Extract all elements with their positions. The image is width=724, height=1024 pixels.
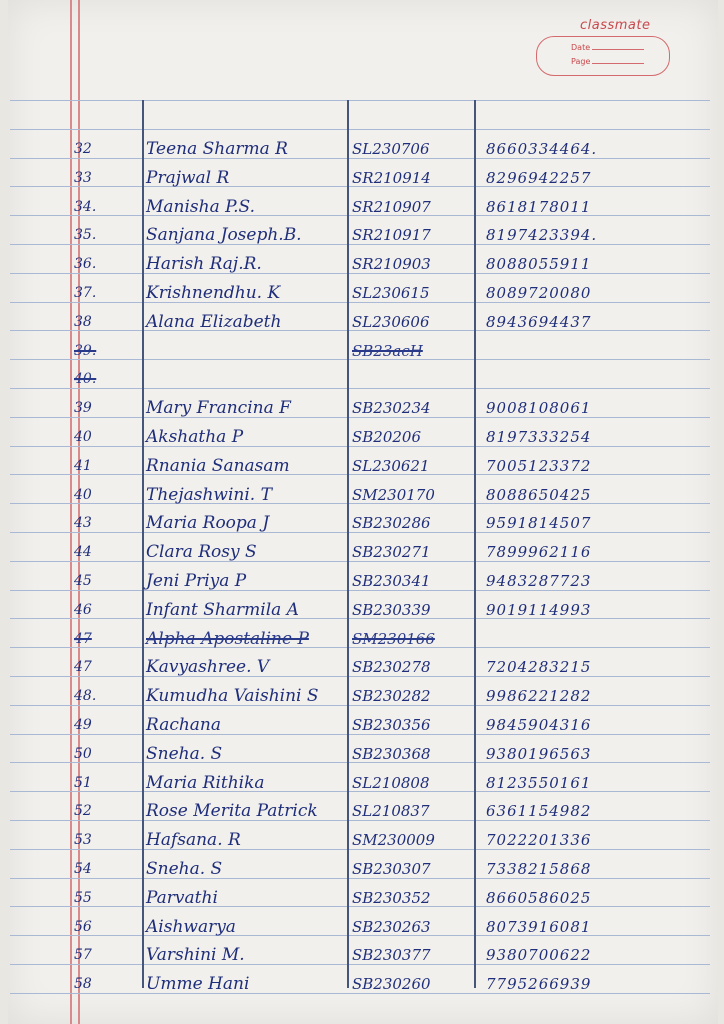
table-row — [10, 971, 710, 997]
student-name: Harish Raj.R. — [146, 254, 262, 275]
contact-number: 8123550161 — [486, 773, 592, 792]
register-number: SB230356 — [352, 716, 431, 734]
student-name: Varshini M. — [146, 945, 245, 966]
register-number: SB230352 — [352, 888, 431, 907]
serial-number: 49 — [74, 717, 92, 733]
contact-number: 8089720080 — [486, 284, 592, 302]
table-row — [10, 280, 710, 306]
table-row — [10, 395, 710, 421]
table-row — [10, 770, 710, 796]
serial-number: 37. — [74, 285, 97, 301]
register-number: SB23acH — [352, 341, 423, 360]
serial-number: 53 — [74, 832, 92, 849]
register-number: SL230606 — [352, 312, 430, 331]
date-label: Date — [571, 43, 591, 52]
serial-number: 47 — [74, 630, 92, 647]
register-number: SR210903 — [352, 255, 431, 274]
register-number: SL210837 — [352, 802, 430, 821]
serial-number: 56 — [74, 918, 92, 935]
serial-number: 41 — [74, 457, 92, 474]
table-row — [10, 741, 710, 767]
student-name: Sanjana Joseph.B. — [146, 225, 302, 246]
serial-number: 40 — [74, 429, 92, 445]
register-number: SM230170 — [352, 485, 435, 504]
serial-number: 45 — [74, 573, 92, 589]
student-name: Thejashwini. T — [146, 484, 272, 505]
serial-number: 39. — [74, 342, 97, 359]
contact-number: 8943694437 — [486, 312, 592, 331]
student-name: Clara Rosy S — [146, 542, 257, 563]
student-name: Rachana — [146, 715, 222, 735]
serial-number: 36. — [74, 256, 97, 273]
student-name: Hafsana. R — [146, 830, 241, 851]
student-name: Mary Francina F — [146, 398, 291, 419]
student-name: Sneha. S — [146, 743, 223, 764]
register-number: SB230282 — [352, 687, 431, 706]
student-name: Kavyashree. V — [146, 657, 270, 678]
contact-number: 8073916081 — [486, 917, 592, 936]
contact-number: 9483287723 — [486, 572, 592, 590]
contact-number: 9986221282 — [486, 687, 592, 706]
contact-number: 7795266939 — [486, 975, 592, 994]
contact-number: 9591814507 — [486, 514, 592, 533]
contact-number: 8197423394. — [486, 226, 598, 245]
register-number: SB230234 — [352, 399, 431, 418]
page-field — [571, 57, 644, 66]
table-row — [10, 597, 710, 623]
brand-box — [536, 36, 670, 76]
register-number: SB230339 — [352, 600, 431, 619]
contact-number: 8296942257 — [486, 168, 592, 187]
serial-number: 55 — [74, 889, 92, 906]
serial-number: 39 — [74, 400, 92, 417]
serial-number: 57 — [74, 947, 92, 964]
table-row — [10, 654, 710, 680]
register-number: SL230706 — [352, 140, 430, 158]
table-row — [10, 510, 710, 536]
serial-number: 51 — [74, 774, 92, 791]
contact-number: 8197333254 — [486, 428, 592, 446]
register-number: SM230166 — [352, 629, 435, 648]
register-number: SL230621 — [352, 456, 430, 475]
student-name: Prajwal R — [146, 167, 230, 188]
student-name: Maria Roopa J — [146, 513, 270, 534]
table-row — [10, 626, 710, 652]
serial-number: 34. — [74, 198, 97, 215]
table-row — [10, 453, 710, 479]
register-number: SB230260 — [352, 975, 431, 994]
table-row — [10, 914, 710, 940]
date-field — [571, 43, 644, 52]
register-number: SR210907 — [352, 197, 431, 216]
brand-name: classmate — [580, 18, 651, 33]
student-name: Manisha P.S. — [146, 196, 255, 217]
contact-number: 7338215868 — [486, 860, 592, 878]
table-row — [10, 798, 710, 824]
serial-number: 38 — [74, 313, 92, 330]
table-row — [10, 338, 710, 364]
serial-number: 47 — [74, 659, 92, 676]
contact-number: 9008108061 — [486, 399, 592, 418]
student-name: Sneha. S — [146, 859, 223, 879]
table-row — [10, 683, 710, 709]
student-name: Aishwarya — [146, 916, 236, 937]
contact-number: 7022201336 — [486, 831, 592, 850]
serial-number: 32 — [74, 141, 92, 157]
contact-number: 7204283215 — [486, 658, 592, 677]
register-number: SR210917 — [352, 226, 431, 245]
serial-number: 40. — [74, 371, 97, 388]
student-name: Teena Sharma R — [146, 139, 288, 159]
register-number: SB230307 — [352, 860, 431, 878]
contact-number: 8088650425 — [486, 485, 592, 504]
serial-number: 48. — [74, 688, 97, 705]
table-row — [10, 136, 710, 162]
ruled-line — [10, 100, 710, 101]
contact-number: 8088055911 — [486, 255, 592, 274]
register-number: SB230377 — [352, 946, 431, 965]
contact-number: 8660586025 — [486, 888, 592, 907]
table-row — [10, 165, 710, 191]
serial-number: 54 — [74, 861, 92, 877]
serial-number: 35. — [74, 227, 97, 244]
table-row — [10, 568, 710, 594]
contact-number: 8660334464. — [486, 140, 598, 158]
serial-number: 52 — [74, 803, 92, 820]
serial-number: 33 — [74, 169, 92, 186]
student-name: Alana Elizabeth — [146, 311, 282, 332]
contact-number: 6361154982 — [486, 802, 592, 821]
table-row — [10, 309, 710, 335]
register-number: SL210808 — [352, 773, 430, 792]
student-name: Akshatha P — [146, 427, 244, 447]
register-number: SR210914 — [352, 168, 431, 187]
student-name: Rnania Sanasam — [146, 455, 290, 476]
serial-number: 40 — [74, 486, 92, 503]
register-number: SB230286 — [352, 514, 431, 533]
student-name: Infant Sharmila A — [146, 599, 299, 620]
register-number: SM230009 — [352, 831, 435, 850]
student-name: Jeni Priya P — [146, 571, 247, 591]
contact-number: 9380700622 — [486, 946, 592, 965]
serial-number: 44 — [74, 544, 92, 561]
contact-number: 9019114993 — [486, 600, 592, 619]
table-row — [10, 885, 710, 911]
contact-number: 7005123372 — [486, 456, 592, 475]
contact-number: 8618178011 — [486, 197, 592, 216]
table-row — [10, 942, 710, 968]
table-row — [10, 222, 710, 248]
student-name: Rose Merita Patrick — [146, 801, 318, 822]
table-row — [10, 366, 710, 392]
table-row — [10, 539, 710, 565]
table-row — [10, 251, 710, 277]
student-name: Krishnendhu. K — [146, 283, 281, 303]
table-row — [10, 482, 710, 508]
serial-number: 43 — [74, 515, 92, 532]
serial-number: 46 — [74, 601, 92, 618]
serial-number: 58 — [74, 976, 92, 993]
ruled-line — [10, 129, 710, 130]
table-row — [10, 712, 710, 738]
register-number: SB230271 — [352, 543, 431, 562]
student-name: Kumudha Vaishini S — [146, 686, 319, 707]
table-row — [10, 194, 710, 220]
register-number: SB230263 — [352, 917, 431, 936]
register-number: SB230368 — [352, 744, 431, 763]
student-name: Maria Rithika — [146, 772, 265, 793]
student-name: Parvathi — [146, 887, 218, 908]
contact-number: 9380196563 — [486, 744, 592, 763]
notebook-brand-stamp — [532, 16, 678, 80]
table-row — [10, 827, 710, 853]
table-row — [10, 424, 710, 450]
register-number: SL230615 — [352, 284, 430, 302]
page-label: Page — [571, 57, 591, 66]
student-name: Alpha Apostaline P — [146, 628, 309, 649]
register-number: SB20206 — [352, 428, 422, 446]
student-name: Umme Hani — [146, 974, 250, 995]
table-row — [10, 856, 710, 882]
register-number: SB230341 — [352, 572, 431, 590]
contact-number: 7899962116 — [486, 543, 592, 562]
contact-number: 9845904316 — [486, 716, 592, 734]
register-number: SB230278 — [352, 658, 431, 677]
serial-number: 50 — [74, 745, 92, 762]
